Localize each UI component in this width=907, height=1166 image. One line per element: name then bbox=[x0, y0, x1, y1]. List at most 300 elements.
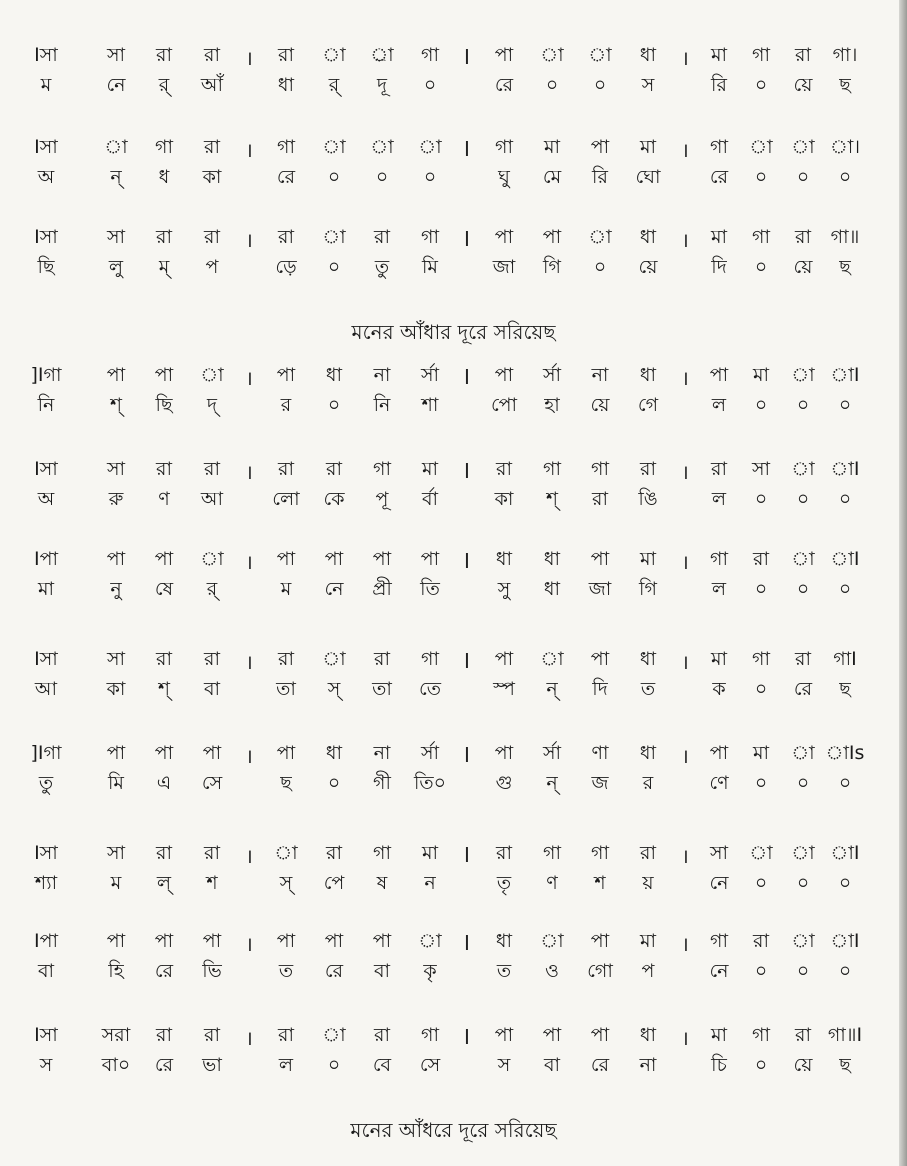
swara-note: রা bbox=[374, 1024, 390, 1046]
lyric-syllable: তু bbox=[374, 256, 390, 278]
swara-note: রা bbox=[156, 648, 172, 670]
swara-note: া bbox=[791, 842, 815, 864]
lyric-syllable: তে bbox=[419, 678, 441, 700]
swara-note: া bbox=[791, 458, 815, 480]
bar-line: । bbox=[681, 549, 689, 574]
swara-note: গা bbox=[421, 1024, 439, 1046]
lyric-syllable: রা bbox=[592, 488, 608, 510]
bar-line: I bbox=[464, 227, 470, 251]
swara-note: া bbox=[588, 226, 612, 248]
lyric-line bbox=[0, 164, 900, 194]
lyric-syllable: রে bbox=[324, 960, 344, 982]
bar-line: । bbox=[245, 843, 253, 868]
swara-note: ধা bbox=[325, 364, 343, 386]
lyric-syllable: ০ bbox=[796, 960, 810, 982]
swara-note: Iসা bbox=[34, 44, 58, 66]
lyric-syllable: অ bbox=[37, 166, 55, 188]
swara-note: মা bbox=[710, 226, 728, 248]
lyric-syllable: ষ bbox=[376, 872, 388, 894]
lyric-syllable: ০ bbox=[838, 960, 852, 982]
lyric-syllable: ক bbox=[712, 678, 726, 700]
swara-note: গা bbox=[591, 458, 609, 480]
swara-note: া bbox=[588, 44, 612, 66]
lyric-line bbox=[0, 392, 900, 422]
swara-note: গা bbox=[543, 842, 561, 864]
bar-line: । bbox=[681, 227, 689, 252]
lyric-syllable: কৃ bbox=[423, 960, 437, 982]
bar-line: I bbox=[464, 1025, 470, 1049]
notation-row bbox=[0, 224, 900, 284]
lyric-syllable: হা bbox=[544, 394, 560, 416]
lyric-syllable: ম bbox=[110, 872, 122, 894]
swara-note: মা bbox=[752, 742, 770, 764]
lyric-syllable: য়ে bbox=[590, 394, 610, 416]
lyric-syllable: রে bbox=[793, 678, 813, 700]
swara-note: রা bbox=[278, 458, 294, 480]
lyric-syllable: ০ bbox=[423, 74, 437, 96]
lyric-syllable: লো bbox=[272, 488, 300, 510]
lyric-syllable: জা bbox=[492, 256, 516, 278]
swara-note: াI bbox=[830, 548, 860, 570]
lyric-syllable: স bbox=[497, 1054, 511, 1076]
lyric-syllable: নে bbox=[324, 578, 344, 600]
swara-note: া bbox=[322, 136, 346, 158]
lyric-syllable: ণ bbox=[158, 488, 170, 510]
swara-note: া bbox=[370, 136, 394, 158]
lyric-syllable: স্ bbox=[327, 678, 341, 700]
swara-note: Iসা bbox=[34, 226, 58, 248]
lyric-syllable: ০ bbox=[754, 256, 768, 278]
lyric-syllable: ল bbox=[711, 394, 727, 416]
lyric-syllable: লু bbox=[108, 256, 124, 278]
lyric-syllable: চি bbox=[711, 1054, 727, 1076]
lyric-syllable: শা bbox=[421, 394, 439, 416]
swara-note: া bbox=[322, 44, 346, 66]
lyric-syllable: আঁ bbox=[200, 74, 224, 96]
lyric-syllable: ও bbox=[545, 960, 559, 982]
lyric-syllable: ছি bbox=[155, 394, 173, 416]
lyric-syllable: বে bbox=[372, 1054, 392, 1076]
bar-line: । bbox=[245, 743, 253, 768]
swara-line bbox=[0, 840, 900, 870]
swara-note: গা bbox=[421, 44, 439, 66]
swara-note: Iপা bbox=[33, 930, 58, 952]
bar-line: । bbox=[681, 137, 689, 162]
swara-note: া bbox=[200, 548, 224, 570]
lyric-syllable: ০ bbox=[327, 394, 341, 416]
lyric-syllable: ০ bbox=[754, 166, 768, 188]
swara-note: ণা bbox=[591, 742, 609, 764]
lyric-syllable: য়ে bbox=[793, 256, 813, 278]
lyric-syllable: ০ bbox=[754, 872, 768, 894]
swara-note: পা bbox=[154, 742, 174, 764]
swara-note: পা bbox=[372, 930, 392, 952]
swara-note: পা bbox=[324, 930, 344, 952]
swara-line bbox=[0, 362, 900, 392]
swara-note: রা bbox=[374, 226, 390, 248]
swara-note: রা bbox=[496, 458, 512, 480]
swara-note: পা bbox=[276, 742, 296, 764]
lyric-syllable: ০ bbox=[754, 960, 768, 982]
lyric-syllable: ০ bbox=[593, 256, 607, 278]
lyric-syllable: ষে bbox=[154, 578, 174, 600]
lyric-syllable: সু bbox=[497, 578, 511, 600]
swara-note: ধা bbox=[325, 742, 343, 764]
swara-note: ধা bbox=[639, 742, 657, 764]
swara-note: গা bbox=[710, 930, 728, 952]
swara-note: পা bbox=[106, 364, 126, 386]
lyric-syllable: নি bbox=[37, 394, 55, 416]
swara-note: া bbox=[749, 842, 773, 864]
lyric-syllable: ল bbox=[278, 1054, 294, 1076]
swara-note: রা bbox=[156, 458, 172, 480]
lyric-syllable: ০ bbox=[593, 74, 607, 96]
lyric-syllable: নু bbox=[110, 578, 122, 600]
swara-note: গা bbox=[421, 648, 439, 670]
lyric-syllable: প bbox=[641, 960, 655, 982]
lyric-syllable: গো bbox=[587, 960, 613, 982]
lyric-syllable: ০ bbox=[838, 872, 852, 894]
swara-line bbox=[0, 1022, 900, 1052]
lyric-syllable: বা bbox=[373, 960, 391, 982]
swara-note: া bbox=[791, 364, 815, 386]
lyric-syllable: ০ bbox=[754, 678, 768, 700]
swara-note: রা bbox=[753, 548, 769, 570]
lyric-syllable: দি bbox=[711, 256, 727, 278]
swara-note: গা bbox=[591, 842, 609, 864]
bar-line: I bbox=[464, 459, 470, 483]
lyric-syllable: দি bbox=[592, 678, 608, 700]
swara-line bbox=[0, 456, 900, 486]
section-heading-middle: মনের আঁধার দূরে সরিয়েছ bbox=[351, 320, 556, 344]
swara-line bbox=[0, 224, 900, 254]
lyric-line bbox=[0, 72, 900, 102]
lyric-syllable: শ bbox=[206, 872, 218, 894]
lyric-syllable: রে bbox=[154, 1054, 174, 1076]
lyric-syllable: ভা bbox=[202, 1054, 222, 1076]
bar-line: I bbox=[464, 45, 470, 69]
swara-note: রা bbox=[204, 1024, 220, 1046]
bar-line: । bbox=[245, 137, 253, 162]
swara-note: পা bbox=[106, 742, 126, 764]
lyric-syllable: ল bbox=[711, 488, 727, 510]
bar-line: । bbox=[681, 1025, 689, 1050]
swara-note: র্সা bbox=[542, 742, 562, 764]
lyric-syllable: কে bbox=[323, 488, 345, 510]
lyric-syllable: শ্ bbox=[158, 678, 170, 700]
swara-line bbox=[0, 42, 900, 72]
swara-note: রা bbox=[204, 648, 220, 670]
swara-note: রা bbox=[640, 458, 656, 480]
swara-note: র্সা bbox=[542, 364, 562, 386]
lyric-syllable: ন্ bbox=[546, 772, 558, 794]
swara-note: রা bbox=[278, 44, 294, 66]
swara-note: গা॥I bbox=[827, 1024, 863, 1046]
swara-note: পা bbox=[590, 648, 610, 670]
swara-note: পা bbox=[420, 548, 440, 570]
bar-line: I bbox=[464, 931, 470, 955]
swara-note: সা bbox=[106, 226, 126, 248]
bar-line: । bbox=[681, 649, 689, 674]
lyric-syllable: য় bbox=[642, 872, 654, 894]
swara-note: গা bbox=[710, 548, 728, 570]
lyric-syllable: গী bbox=[373, 772, 391, 794]
notation-row bbox=[0, 42, 900, 102]
lyric-syllable: পে bbox=[323, 872, 345, 894]
lyric-syllable: র্বা bbox=[421, 488, 439, 510]
swara-note: Iসা bbox=[34, 1024, 58, 1046]
lyric-line bbox=[0, 770, 900, 800]
bar-line: I bbox=[464, 843, 470, 867]
lyric-syllable: অ bbox=[37, 488, 55, 510]
lyric-syllable: ছ bbox=[280, 772, 292, 794]
notation-row bbox=[0, 740, 900, 800]
lyric-syllable: স্প bbox=[493, 678, 515, 700]
lyric-syllable: রে bbox=[709, 166, 729, 188]
swara-note: গা bbox=[710, 136, 728, 158]
lyric-syllable: এ bbox=[156, 772, 172, 794]
swara-note: ধা bbox=[639, 364, 657, 386]
swara-note: গা bbox=[543, 458, 561, 480]
lyric-syllable: ০ bbox=[423, 166, 437, 188]
swara-note: Iসা bbox=[34, 136, 58, 158]
swara-note: া। bbox=[829, 136, 861, 158]
notation-row bbox=[0, 456, 900, 516]
lyric-syllable: ০ bbox=[838, 488, 852, 510]
lyric-syllable: না bbox=[639, 1054, 657, 1076]
bar-line: । bbox=[681, 365, 689, 390]
swara-note: া bbox=[540, 44, 564, 66]
swara-note: মা bbox=[752, 364, 770, 386]
swara-note: পা bbox=[154, 930, 174, 952]
swara-note: গা bbox=[373, 458, 391, 480]
swara-note: া bbox=[791, 742, 815, 764]
bar-line: I bbox=[464, 365, 470, 389]
bar-line: । bbox=[681, 45, 689, 70]
lyric-syllable: বা bbox=[37, 960, 55, 982]
swara-note: র্সা bbox=[420, 742, 440, 764]
lyric-syllable: র bbox=[642, 772, 654, 794]
swara-note: গা bbox=[155, 136, 173, 158]
lyric-syllable: ধা bbox=[277, 74, 295, 96]
swara-note: া bbox=[104, 136, 128, 158]
lyric-syllable: ল্ bbox=[156, 872, 172, 894]
swara-note: গা bbox=[373, 842, 391, 864]
lyric-syllable: ০ bbox=[754, 1054, 768, 1076]
lyric-syllable: ভি bbox=[202, 960, 222, 982]
lyric-syllable: দূ bbox=[377, 74, 387, 96]
swara-note: র্সা bbox=[420, 364, 440, 386]
swara-note: া bbox=[540, 648, 564, 670]
lyric-syllable: গে bbox=[637, 394, 659, 416]
lyric-syllable: ০ bbox=[838, 394, 852, 416]
swara-note: Iসা bbox=[34, 648, 58, 670]
swara-note: রা bbox=[795, 226, 811, 248]
lyric-syllable: তি০ bbox=[413, 772, 447, 794]
lyric-syllable: ০ bbox=[754, 578, 768, 600]
lyric-syllable: য়ে bbox=[638, 256, 658, 278]
swara-note: ধা bbox=[639, 226, 657, 248]
notation-row bbox=[0, 646, 900, 706]
swara-note: মা bbox=[543, 136, 561, 158]
swara-note: পা bbox=[154, 364, 174, 386]
swara-note: া bbox=[418, 930, 442, 952]
swara-note: রা bbox=[156, 44, 172, 66]
swara-note: ধা bbox=[639, 1024, 657, 1046]
lyric-syllable: পো bbox=[490, 394, 518, 416]
swara-note: পা bbox=[372, 548, 392, 570]
swara-note: ]Iগা bbox=[30, 742, 62, 764]
swara-note: গা॥ bbox=[830, 226, 860, 248]
lyric-syllable: কা bbox=[202, 166, 222, 188]
swara-note: াI bbox=[830, 364, 860, 386]
lyric-line bbox=[0, 1052, 900, 1082]
lyric-syllable: দ্ bbox=[207, 394, 217, 416]
lyric-syllable: ০ bbox=[838, 166, 852, 188]
lyric-syllable: ০ bbox=[838, 578, 852, 600]
bar-line: । bbox=[681, 843, 689, 868]
swara-note: রা bbox=[711, 458, 727, 480]
swara-note: া bbox=[200, 364, 224, 386]
bar-line: । bbox=[245, 549, 253, 574]
lyric-syllable: ছ bbox=[839, 1054, 851, 1076]
lyric-syllable: ঙি bbox=[638, 488, 658, 510]
notation-row bbox=[0, 546, 900, 606]
swara-note: রা bbox=[156, 1024, 172, 1046]
lyric-line bbox=[0, 576, 900, 606]
swara-note: রা bbox=[278, 648, 294, 670]
swara-note: সা bbox=[106, 458, 126, 480]
swara-note: না bbox=[373, 364, 391, 386]
lyric-line bbox=[0, 676, 900, 706]
swara-note: সা bbox=[106, 648, 126, 670]
lyric-line bbox=[0, 870, 900, 900]
swara-note: পা bbox=[106, 930, 126, 952]
swara-note: া bbox=[418, 136, 442, 158]
lyric-syllable: ম bbox=[280, 578, 292, 600]
lyric-syllable: ০ bbox=[545, 74, 559, 96]
swara-note: পা bbox=[590, 548, 610, 570]
lyric-syllable: তৃ bbox=[496, 872, 512, 894]
swara-note: মা bbox=[710, 648, 728, 670]
lyric-syllable: নে bbox=[709, 872, 729, 894]
lyric-syllable: রে bbox=[154, 960, 174, 982]
lyric-syllable: নে bbox=[106, 74, 126, 96]
swara-note: পা bbox=[276, 930, 296, 952]
swara-note: মা bbox=[639, 136, 657, 158]
swara-note: না bbox=[591, 364, 609, 386]
lyric-syllable: প্রী bbox=[372, 578, 392, 600]
swara-note: া bbox=[749, 136, 773, 158]
swara-note: মা bbox=[639, 930, 657, 952]
swara-note: া bbox=[791, 136, 815, 158]
swara-note: গা bbox=[752, 44, 770, 66]
lyric-syllable: তি bbox=[420, 578, 440, 600]
swara-note: পা bbox=[494, 1024, 514, 1046]
lyric-syllable: ০ bbox=[796, 394, 810, 416]
swara-note: সা bbox=[106, 842, 126, 864]
swara-note: মা bbox=[421, 458, 439, 480]
lyric-syllable: রি bbox=[711, 74, 727, 96]
bar-line: । bbox=[245, 365, 253, 390]
swara-note: রা bbox=[156, 226, 172, 248]
swara-note: পা bbox=[202, 930, 222, 952]
swara-line bbox=[0, 740, 900, 770]
lyric-syllable: র্ bbox=[158, 74, 170, 96]
swara-note: পা bbox=[590, 1024, 610, 1046]
lyric-syllable: ০ bbox=[796, 578, 810, 600]
bar-line: । bbox=[245, 459, 253, 484]
swara-note: মা bbox=[421, 842, 439, 864]
notation-row bbox=[0, 1022, 900, 1082]
lyric-syllable: ড়ে bbox=[275, 256, 297, 278]
bar-line: I bbox=[464, 743, 470, 767]
swara-note: রা bbox=[326, 842, 342, 864]
lyric-syllable: ০ bbox=[327, 1054, 341, 1076]
lyric-syllable: ঘো bbox=[635, 166, 661, 188]
swara-note: পা bbox=[709, 742, 729, 764]
lyric-syllable: পূ bbox=[375, 488, 389, 510]
lyric-syllable: মা bbox=[37, 578, 55, 600]
swara-note: সা bbox=[106, 44, 126, 66]
lyric-syllable: ল bbox=[711, 578, 727, 600]
swara-note: রা bbox=[753, 930, 769, 952]
lyric-line bbox=[0, 254, 900, 284]
swara-note: গা। bbox=[832, 44, 858, 66]
swara-note: াI bbox=[830, 930, 860, 952]
bar-line: । bbox=[681, 459, 689, 484]
lyric-syllable: ণে bbox=[709, 772, 729, 794]
notation-row bbox=[0, 134, 900, 194]
swara-note: রা bbox=[204, 136, 220, 158]
lyric-syllable: ০ bbox=[327, 256, 341, 278]
lyric-syllable: ০ bbox=[754, 772, 768, 794]
swara-note: রা bbox=[374, 648, 390, 670]
lyric-syllable: রে bbox=[494, 74, 514, 96]
swara-note: Iসা bbox=[34, 458, 58, 480]
swara-note: গাI bbox=[833, 648, 857, 670]
lyric-syllable: জ bbox=[591, 772, 609, 794]
swara-note: পা bbox=[542, 1024, 562, 1046]
lyric-syllable: ন্ bbox=[546, 678, 558, 700]
lyric-syllable: ০ bbox=[796, 872, 810, 894]
swara-note: রা bbox=[326, 458, 342, 480]
lyric-syllable: স bbox=[39, 1054, 53, 1076]
lyric-syllable: ত bbox=[640, 678, 656, 700]
swara-note: ধা bbox=[495, 548, 513, 570]
lyric-syllable: ধা bbox=[543, 578, 561, 600]
swara-note: পা bbox=[324, 548, 344, 570]
swara-note: র্‌া bbox=[370, 44, 394, 66]
swara-note: রা bbox=[795, 1024, 811, 1046]
swara-note: রা bbox=[640, 842, 656, 864]
swara-note: সরা bbox=[101, 1024, 131, 1046]
lyric-syllable: আ bbox=[34, 678, 58, 700]
lyric-syllable: ০ bbox=[838, 772, 852, 794]
swara-note: গা bbox=[752, 226, 770, 248]
lyric-syllable: ছ bbox=[839, 678, 851, 700]
lyric-syllable: ত bbox=[496, 960, 512, 982]
lyric-syllable: ছি bbox=[37, 256, 55, 278]
swara-note: াIs bbox=[825, 742, 865, 764]
lyric-syllable: গি bbox=[639, 578, 657, 600]
lyric-syllable: ণ bbox=[546, 872, 558, 894]
lyric-syllable: তু bbox=[38, 772, 54, 794]
swara-note: রা bbox=[795, 648, 811, 670]
lyric-syllable: র্ bbox=[328, 74, 340, 96]
swara-note: পা bbox=[494, 226, 514, 248]
page-edge bbox=[899, 0, 907, 1166]
